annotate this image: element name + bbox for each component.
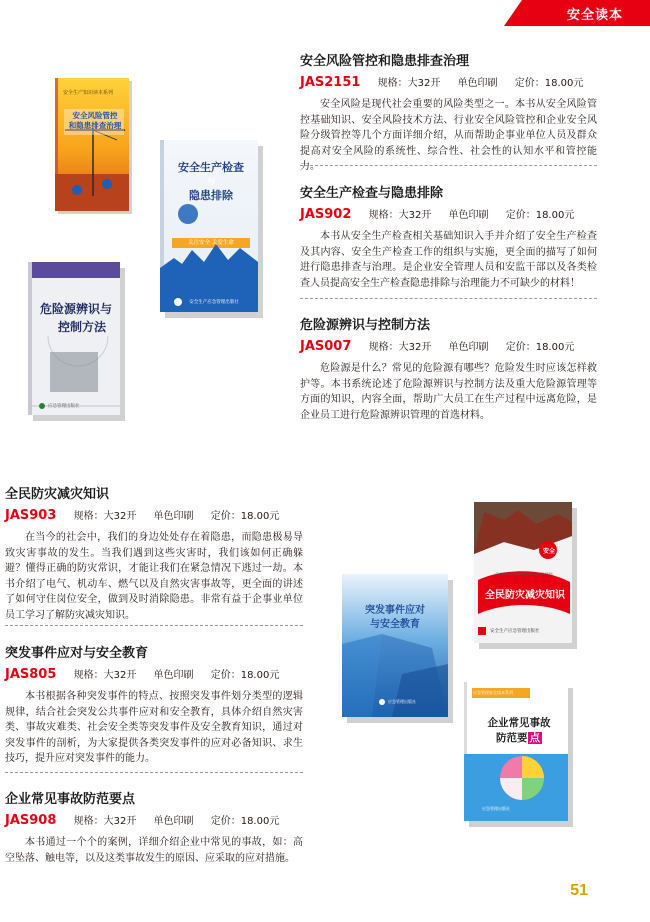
book-cover-hazard <box>28 262 126 426</box>
book-entry <box>300 182 597 291</box>
book-price: 定价：18.00元 <box>210 670 280 681</box>
book-spec: 规格：大32开 <box>368 210 432 221</box>
book-spec: 规格：大32开 <box>368 342 432 353</box>
book-entry <box>5 483 303 623</box>
book-cover-accident <box>464 682 574 832</box>
book-description: 本书通过一个个的案例，详细介绍企业中常见的事故，如：高空坠落、触电等，以及这类事故发生的原因、应采取的应对措施。 <box>5 837 303 864</box>
cover-title-line1: 企业常见事故 <box>487 717 551 729</box>
book-print: 单色印刷 <box>448 210 489 221</box>
cover-title-line2: 防范要 <box>496 732 528 744</box>
book-spec: 规格：大32开 <box>73 816 137 827</box>
cover-slogan: 关注安全 关爱生命 <box>188 240 234 246</box>
cover-title-line3: 隐患排除 <box>189 189 233 202</box>
book-entry <box>300 50 597 175</box>
cover-series: 安全生产知识读本系列 <box>63 90 114 96</box>
cover-title <box>40 300 116 336</box>
book-title: 突发事件应对与安全教育 <box>5 646 149 661</box>
book-cover-risk <box>55 78 135 220</box>
book-title: 安全风险管控和隐患排查治理 <box>300 54 470 69</box>
cover-title <box>63 111 127 131</box>
book-description: 在当今的社会中，我们的身边处处存在着隐患，而隐患极易导致灾害事故的发生。当我们遇到这些灾害时，我们该如何正确躲避？懂得正确的防灾常识，才能让我们在紧急情况下逃过一劫。本书介绍了电气、机动车、燃气以及自然灾害事故等，更全面的讲述了如何守住岗位安全，做到及时消除隐患。非常有益于企事业单位员工学习了解防灾减灾知识。 <box>5 532 303 621</box>
divider <box>5 772 303 773</box>
cover-title-line2: 与安全教育 <box>370 619 420 630</box>
book-meta <box>300 207 597 223</box>
book-code: JAS903 <box>5 508 57 523</box>
page-number: 51 <box>570 882 588 899</box>
book-print: 单色印刷 <box>153 511 194 522</box>
book-cover-emergency <box>342 574 454 728</box>
book-code: JAS2151 <box>300 75 361 90</box>
cover-title-line1: 安全生产检查 <box>178 161 244 174</box>
cover-publisher: 安全生产应急管理出版社 <box>189 300 239 305</box>
cover-pinyin: QUANMINFANGZAIJIANZAIZHISHI <box>495 572 553 576</box>
section-banner <box>500 0 650 26</box>
book-price: 定价：18.00元 <box>210 816 280 827</box>
cover-title-line1: 突发事件应对 <box>365 605 425 616</box>
book-title: 安全生产检查与隐患排除 <box>300 186 444 201</box>
book-spec: 规格：大32开 <box>73 511 137 522</box>
book-description: 本书根据各种突发事件的特点、按照突发事件划分类型的逻辑规律，结合社会突发公共事件应对和安全教育，具体介绍自然灾害类、事故灾难类、社会安全类等突发事件及安全教育知识，通过对突发事件的剖析，为大家提供各类突发事件的应对必备知识、求生技巧，提升应对突发事件的能力。 <box>5 691 303 764</box>
cover-title-highlight: 点 <box>529 732 540 744</box>
cover-title-line1: 安全风险管控 <box>72 111 118 120</box>
book-meta <box>5 667 303 683</box>
book-entry <box>5 788 303 866</box>
cover-title-line1: 危险源辨识与 <box>40 302 113 316</box>
section-label: 安全读本 <box>566 8 623 23</box>
book-title: 企业常见事故防范要点 <box>5 792 136 807</box>
divider <box>5 625 303 626</box>
book-meta <box>5 508 303 524</box>
cover-title-line2: 和隐患排查治理 <box>68 121 122 130</box>
cover-series-tag: 应急管理安全读本系列 <box>473 690 513 695</box>
book-description: 危险源是什么？常见的危险源有哪些？危险发生时应该怎样救护等。本书系统论述了危险源辨识与控制方法及重大危险源管理等方面的知识，内容全面，帮助广大员工在生产过程中远离危险，是企业员工进行危险源辨识管理的首选材料。 <box>300 363 597 421</box>
book-price: 定价：18.00元 <box>210 511 280 522</box>
book-price: 定价：18.00元 <box>514 78 584 89</box>
cover-title <box>166 160 256 204</box>
cover-title <box>350 604 440 632</box>
cover-title-line2: 与 <box>207 177 215 186</box>
book-meta <box>5 813 303 829</box>
cover-title-line2: 控制方法 <box>58 320 107 334</box>
cover-title: 全民防灾减灾知识 <box>485 590 565 601</box>
cover-publisher: 安全生产应急管理出版社 <box>490 629 540 634</box>
book-print: 单色印刷 <box>153 670 194 681</box>
book-spec: 规格：大32开 <box>377 78 441 89</box>
cover-publisher: 应急管理出版社 <box>48 404 80 409</box>
book-code: JAS805 <box>5 667 57 682</box>
book-entry <box>5 642 303 767</box>
book-description: 本书从安全生产检查相关基础知识入手并介绍了安全生产检查及其内容、安全生产检查工作的组织与实施，更全面的描写了如何进行隐患排查与治理。是企业安全管理人员和安监干部以及各类检查人员提高安全生产检查隐患排除与治理能力不可缺少的材料！ <box>300 231 597 289</box>
book-meta <box>300 75 597 91</box>
book-description: 安全风险是现代社会重要的风险类型之一。本书从安全风险管控基础知识、安全风险技术方法、行业安全风险管控和企业安全风险分级管控等几个方面详细介绍，从而帮助企事业单位人员及群众提高对安全风险的系统性、综合性、社会性的认知水平和管控能力。 <box>300 99 597 172</box>
cover-publisher: 应急管理出版社 <box>388 699 416 704</box>
cover-publisher: 应急管理出版社 <box>482 806 510 811</box>
book-code: JAS908 <box>5 813 57 828</box>
book-cover-disaster <box>474 502 578 654</box>
book-cover-inspection <box>160 140 266 324</box>
book-price: 定价：18.00元 <box>505 342 575 353</box>
divider <box>300 165 597 166</box>
book-title: 危险源辨识与控制方法 <box>300 318 431 333</box>
book-spec: 规格：大32开 <box>73 670 137 681</box>
book-print: 单色印刷 <box>457 78 498 89</box>
book-meta <box>300 339 597 355</box>
book-code: JAS902 <box>300 207 352 222</box>
book-price: 定价：18.00元 <box>505 210 575 221</box>
divider <box>300 298 597 299</box>
book-entry <box>300 314 597 423</box>
book-print: 单色印刷 <box>448 342 489 353</box>
book-print: 单色印刷 <box>153 816 194 827</box>
cover-badge: 安全 <box>542 548 555 555</box>
cover-title <box>474 716 564 746</box>
book-title: 全民防灾减灾知识 <box>5 487 110 502</box>
book-code: JAS007 <box>300 339 352 354</box>
